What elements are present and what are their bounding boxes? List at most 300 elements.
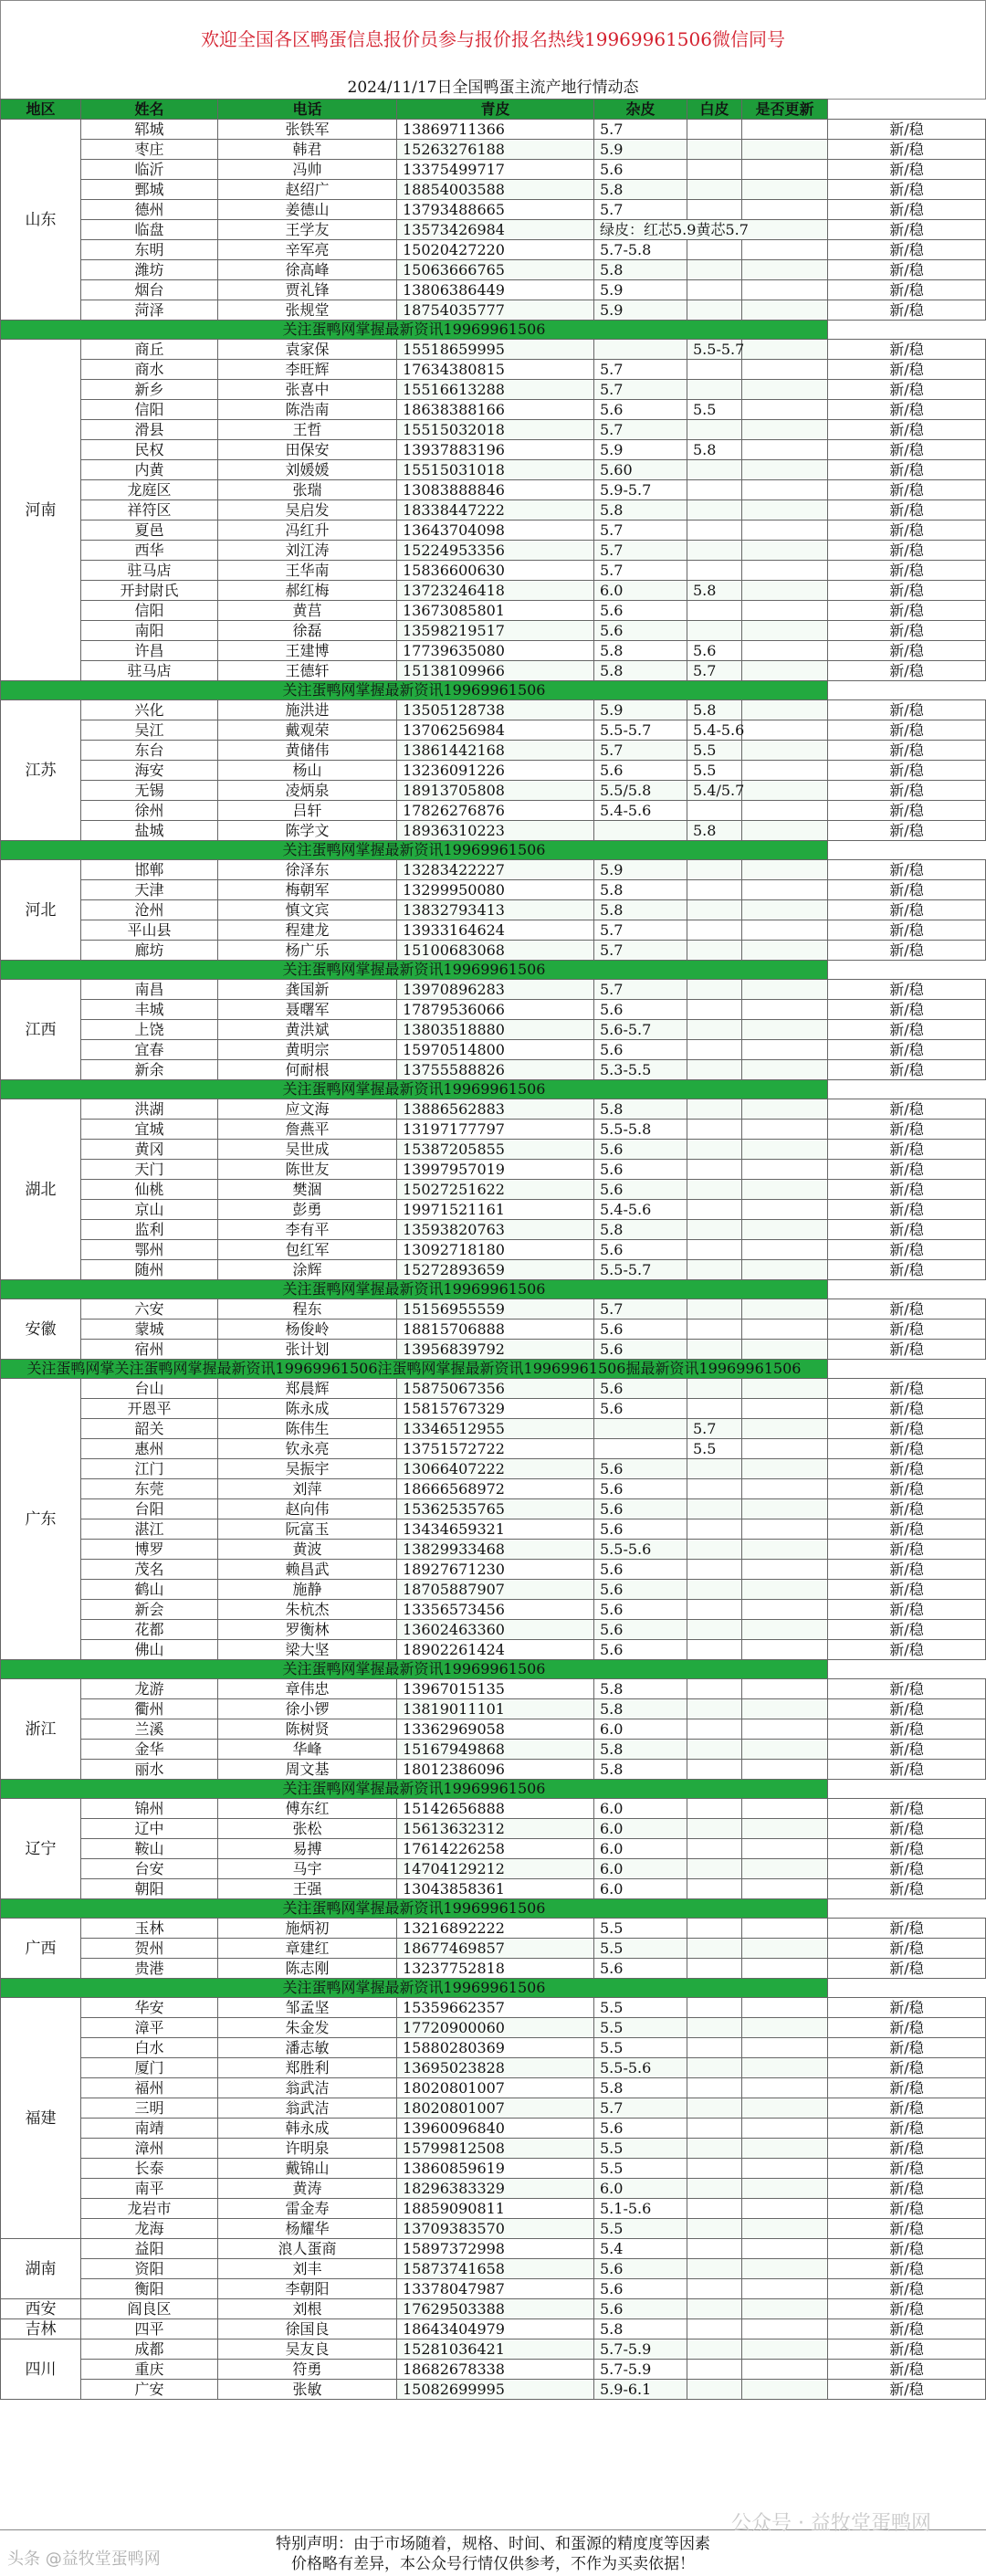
mixed-cell: 5.5 bbox=[687, 761, 742, 781]
phone-cell: 15020427220 bbox=[397, 240, 594, 260]
green-cell: 5.7-5.9 bbox=[594, 2339, 687, 2360]
mixed-cell bbox=[687, 2279, 742, 2299]
header-region: 地区 bbox=[1, 100, 81, 120]
updated-cell: 新/稳 bbox=[828, 1040, 986, 1060]
name-cell: 施炳初 bbox=[218, 1919, 397, 1939]
mixed-cell bbox=[687, 500, 742, 520]
white-cell bbox=[742, 1439, 828, 1459]
white-cell bbox=[742, 621, 828, 641]
updated-cell: 新/稳 bbox=[828, 720, 986, 741]
mixed-cell bbox=[687, 1160, 742, 1180]
green-cell: 6.0 bbox=[594, 2179, 687, 2199]
white-cell bbox=[742, 1220, 828, 1240]
green-cell: 5.6 bbox=[594, 761, 687, 781]
phone-cell: 13937883196 bbox=[397, 440, 594, 460]
white-cell bbox=[742, 2380, 828, 2400]
phone-cell: 13237752818 bbox=[397, 1959, 594, 1979]
ad-row bbox=[1, 321, 986, 340]
updated-cell: 新/稳 bbox=[828, 1200, 986, 1220]
name-cell: 刘萍 bbox=[218, 1479, 397, 1499]
updated-cell: 新/稳 bbox=[828, 1459, 986, 1479]
phone-cell: 13819011101 bbox=[397, 1699, 594, 1719]
updated-cell: 新/稳 bbox=[828, 420, 986, 440]
city-cell: 新会 bbox=[81, 1600, 218, 1620]
green-cell: 5.7 bbox=[594, 2098, 687, 2119]
green-cell: 5.7 bbox=[594, 920, 687, 941]
white-cell bbox=[742, 661, 828, 681]
green-cell: 5.6 bbox=[594, 160, 687, 180]
white-cell bbox=[742, 2098, 828, 2119]
green-cell: 5.6 bbox=[594, 601, 687, 621]
mixed-cell: 5.5 bbox=[687, 400, 742, 420]
table-row bbox=[1, 480, 986, 500]
city-cell: 邯郸 bbox=[81, 860, 218, 880]
table-row bbox=[1, 2219, 986, 2239]
phone-cell: 18859090811 bbox=[397, 2199, 594, 2219]
green-cell bbox=[594, 821, 687, 841]
table-row bbox=[1, 2038, 986, 2058]
green-cell: 5.6 bbox=[594, 1560, 687, 1580]
ad-row bbox=[1, 1360, 986, 1379]
ad-row bbox=[1, 1660, 986, 1679]
table-row bbox=[1, 1959, 986, 1979]
city-cell: 四平 bbox=[81, 2319, 218, 2339]
city-cell: 南阳 bbox=[81, 621, 218, 641]
white-cell bbox=[742, 1299, 828, 1320]
white-cell bbox=[742, 2360, 828, 2380]
updated-cell: 新/稳 bbox=[828, 700, 986, 720]
white-cell bbox=[742, 1819, 828, 1839]
updated-cell: 新/稳 bbox=[828, 2199, 986, 2219]
name-cell: 徐小锣 bbox=[218, 1699, 397, 1719]
phone-cell: 15815767329 bbox=[397, 1399, 594, 1419]
white-cell bbox=[742, 1000, 828, 1020]
white-cell bbox=[742, 2319, 828, 2339]
white-cell bbox=[742, 140, 828, 160]
table-row bbox=[1, 880, 986, 900]
table-row bbox=[1, 2279, 986, 2299]
white-cell bbox=[742, 1340, 828, 1360]
table-row bbox=[1, 661, 986, 681]
green-cell: 5.5 bbox=[594, 2038, 687, 2058]
white-cell bbox=[742, 1399, 828, 1419]
table-row bbox=[1, 1299, 986, 1320]
phone-cell: 15516613288 bbox=[397, 380, 594, 400]
table-row bbox=[1, 1340, 986, 1360]
phone-cell: 13602463360 bbox=[397, 1620, 594, 1640]
name-cell: 吕轩 bbox=[218, 801, 397, 821]
updated-cell: 新/稳 bbox=[828, 1180, 986, 1200]
province-cell: 安徽 bbox=[1, 1299, 81, 1360]
updated-cell: 新/稳 bbox=[828, 1620, 986, 1640]
city-cell: 南平 bbox=[81, 2179, 218, 2199]
white-cell bbox=[742, 1020, 828, 1040]
white-cell bbox=[742, 561, 828, 581]
green-cell: 5.8 bbox=[594, 641, 687, 661]
updated-cell: 新/稳 bbox=[828, 1099, 986, 1120]
table-row bbox=[1, 1099, 986, 1120]
mixed-cell bbox=[687, 621, 742, 641]
name-cell: 罗衡林 bbox=[218, 1620, 397, 1640]
updated-cell: 新/稳 bbox=[828, 1819, 986, 1839]
table-row bbox=[1, 2179, 986, 2199]
green-cell: 6.0 bbox=[594, 581, 687, 601]
name-cell: 施洪进 bbox=[218, 700, 397, 720]
mixed-cell bbox=[687, 1340, 742, 1360]
white-cell bbox=[742, 1140, 828, 1160]
green-cell: 5.6 bbox=[594, 2119, 687, 2139]
name-cell: 邹孟坚 bbox=[218, 1998, 397, 2018]
white-cell bbox=[742, 2139, 828, 2159]
name-cell: 陈学文 bbox=[218, 821, 397, 841]
name-cell: 徐国良 bbox=[218, 2319, 397, 2339]
name-cell: 王哲 bbox=[218, 420, 397, 440]
mixed-cell: 5.7 bbox=[687, 661, 742, 681]
white-cell bbox=[742, 400, 828, 420]
green-cell: 6.0 bbox=[594, 1839, 687, 1859]
green-cell: 5.6 bbox=[594, 1640, 687, 1660]
province-cell: 吉林 bbox=[1, 2319, 81, 2339]
white-cell bbox=[742, 1499, 828, 1519]
updated-cell: 新/稳 bbox=[828, 460, 986, 480]
table-row bbox=[1, 1740, 986, 1760]
white-cell bbox=[742, 641, 828, 661]
updated-cell: 新/稳 bbox=[828, 1560, 986, 1580]
name-cell: 慎文宾 bbox=[218, 900, 397, 920]
table-row bbox=[1, 2360, 986, 2380]
city-cell: 三明 bbox=[81, 2098, 218, 2119]
white-cell bbox=[742, 1600, 828, 1620]
table-row bbox=[1, 260, 986, 280]
table-row bbox=[1, 761, 986, 781]
updated-cell: 新/稳 bbox=[828, 2179, 986, 2199]
city-cell: 佛山 bbox=[81, 1640, 218, 1660]
updated-cell: 新/稳 bbox=[828, 561, 986, 581]
table-row bbox=[1, 980, 986, 1000]
white-cell bbox=[742, 581, 828, 601]
mixed-cell bbox=[687, 180, 742, 200]
mixed-cell bbox=[687, 2078, 742, 2098]
white-cell bbox=[742, 1560, 828, 1580]
name-cell: 翁武洁 bbox=[218, 2078, 397, 2098]
name-cell: 王学友 bbox=[218, 220, 397, 240]
table-row bbox=[1, 2299, 986, 2319]
table-row bbox=[1, 1859, 986, 1879]
city-cell: 洪湖 bbox=[81, 1099, 218, 1120]
phone-cell: 18936310223 bbox=[397, 821, 594, 841]
name-cell: 张敏 bbox=[218, 2380, 397, 2400]
updated-cell: 新/稳 bbox=[828, 280, 986, 300]
table-row bbox=[1, 2078, 986, 2098]
mixed-cell: 5.8 bbox=[687, 700, 742, 720]
city-cell: 花都 bbox=[81, 1620, 218, 1640]
city-cell: 台安 bbox=[81, 1859, 218, 1879]
white-cell bbox=[742, 920, 828, 941]
name-cell: 姜德山 bbox=[218, 200, 397, 220]
white-cell bbox=[742, 2299, 828, 2319]
table-row bbox=[1, 1399, 986, 1419]
mixed-cell bbox=[687, 1740, 742, 1760]
mixed-cell bbox=[687, 2058, 742, 2078]
name-cell: 戴锦山 bbox=[218, 2159, 397, 2179]
phone-cell: 13803518880 bbox=[397, 1020, 594, 1040]
green-cell: 5.3-5.5 bbox=[594, 1060, 687, 1080]
updated-cell: 新/稳 bbox=[828, 880, 986, 900]
city-cell: 天门 bbox=[81, 1160, 218, 1180]
updated-cell: 新/稳 bbox=[828, 140, 986, 160]
white-cell bbox=[742, 1640, 828, 1660]
name-cell: 周文基 bbox=[218, 1760, 397, 1780]
name-cell: 田保安 bbox=[218, 440, 397, 460]
mixed-cell bbox=[687, 1399, 742, 1419]
name-cell: 朱金发 bbox=[218, 2018, 397, 2038]
updated-cell: 新/稳 bbox=[828, 1839, 986, 1859]
white-cell bbox=[742, 2058, 828, 2078]
table-row bbox=[1, 1000, 986, 1020]
green-cell: 5.6 bbox=[594, 1040, 687, 1060]
city-cell: 湛江 bbox=[81, 1519, 218, 1540]
white-cell bbox=[742, 2179, 828, 2199]
updated-cell: 新/稳 bbox=[828, 2239, 986, 2259]
page-title: 2024/11/17日全国鸭蛋主流产地行情动态 bbox=[0, 77, 986, 100]
city-cell: 丰城 bbox=[81, 1000, 218, 1020]
mixed-cell: 5.4-5.6 bbox=[687, 720, 742, 741]
table-row bbox=[1, 1839, 986, 1859]
green-cell: 5.6 bbox=[594, 1379, 687, 1399]
phone-cell: 13860859619 bbox=[397, 2159, 594, 2179]
city-cell: 鞍山 bbox=[81, 1839, 218, 1859]
name-cell: 阮富玉 bbox=[218, 1519, 397, 1540]
white-cell bbox=[742, 460, 828, 480]
city-cell: 临沂 bbox=[81, 160, 218, 180]
green-cell: 5.7 bbox=[594, 980, 687, 1000]
table-row bbox=[1, 1020, 986, 1040]
updated-cell: 新/稳 bbox=[828, 500, 986, 520]
white-cell bbox=[742, 120, 828, 140]
white-cell bbox=[742, 1740, 828, 1760]
phone-cell: 15082699995 bbox=[397, 2380, 594, 2400]
phone-cell: 18677469857 bbox=[397, 1939, 594, 1959]
green-cell: 5.6 bbox=[594, 400, 687, 420]
phone-cell: 18682678338 bbox=[397, 2360, 594, 2380]
name-cell: 施静 bbox=[218, 1580, 397, 1600]
city-cell: 仙桃 bbox=[81, 1180, 218, 1200]
ad-text: 关注蛋鸭网掌握最新资讯19969961506 bbox=[1, 1899, 828, 1919]
updated-cell: 新/稳 bbox=[828, 1379, 986, 1399]
header-name: 姓名 bbox=[81, 100, 218, 120]
phone-cell: 17634380815 bbox=[397, 360, 594, 380]
white-cell bbox=[742, 601, 828, 621]
updated-cell: 新/稳 bbox=[828, 641, 986, 661]
mixed-cell bbox=[687, 2179, 742, 2199]
name-cell: 陈伟生 bbox=[218, 1419, 397, 1439]
header-phone: 电话 bbox=[218, 100, 397, 120]
white-cell bbox=[742, 2219, 828, 2239]
city-cell: 龙游 bbox=[81, 1679, 218, 1699]
name-cell: 辛军亮 bbox=[218, 240, 397, 260]
table-row bbox=[1, 1560, 986, 1580]
updated-cell: 新/稳 bbox=[828, 1499, 986, 1519]
ad-row bbox=[1, 1979, 986, 1998]
phone-cell: 15167949868 bbox=[397, 1740, 594, 1760]
name-cell: 贾礼锋 bbox=[218, 280, 397, 300]
green-cell: 5.7 bbox=[594, 541, 687, 561]
updated-cell: 新/稳 bbox=[828, 2219, 986, 2239]
updated-cell: 新/稳 bbox=[828, 1519, 986, 1540]
ad-text: 关注蛋鸭网掌握最新资讯19969961506 bbox=[1, 681, 828, 700]
phone-cell: 18338447222 bbox=[397, 500, 594, 520]
name-cell: 陈树贤 bbox=[218, 1719, 397, 1740]
white-cell bbox=[742, 340, 828, 360]
white-cell bbox=[742, 160, 828, 180]
mixed-cell bbox=[687, 1839, 742, 1859]
mixed-cell bbox=[687, 900, 742, 920]
phone-cell: 13806386449 bbox=[397, 280, 594, 300]
name-cell: 张铁军 bbox=[218, 120, 397, 140]
mixed-cell bbox=[687, 920, 742, 941]
name-cell: 翁武洁 bbox=[218, 2098, 397, 2119]
mixed-cell bbox=[687, 2339, 742, 2360]
name-cell: 浪人蛋商 bbox=[218, 2239, 397, 2259]
name-cell: 赵向伟 bbox=[218, 1499, 397, 1519]
phone-cell: 14704129212 bbox=[397, 1859, 594, 1879]
green-cell: 5.5-5.6 bbox=[594, 2058, 687, 2078]
name-cell: 赵绍广 bbox=[218, 180, 397, 200]
city-cell: 漳州 bbox=[81, 2139, 218, 2159]
updated-cell: 新/稳 bbox=[828, 1540, 986, 1560]
phone-cell: 18012386096 bbox=[397, 1760, 594, 1780]
city-cell: 长泰 bbox=[81, 2159, 218, 2179]
phone-cell: 15156955559 bbox=[397, 1299, 594, 1320]
name-cell: 刘丰 bbox=[218, 2259, 397, 2279]
phone-cell: 15875067356 bbox=[397, 1379, 594, 1399]
phone-cell: 15897372998 bbox=[397, 2239, 594, 2259]
mixed-cell bbox=[687, 140, 742, 160]
ad-text: 关注蛋鸭网掌握最新资讯19969961506 bbox=[1, 1080, 828, 1099]
table-row bbox=[1, 180, 986, 200]
name-cell: 徐泽东 bbox=[218, 860, 397, 880]
green-cell: 5.5-5.6 bbox=[594, 1540, 687, 1560]
phone-cell: 18854003588 bbox=[397, 180, 594, 200]
green-cell: 5.9 bbox=[594, 440, 687, 460]
phone-cell: 15224953356 bbox=[397, 541, 594, 561]
name-cell: 陈世友 bbox=[218, 1160, 397, 1180]
updated-cell: 新/稳 bbox=[828, 360, 986, 380]
mixed-cell bbox=[687, 1040, 742, 1060]
phone-cell: 15518659995 bbox=[397, 340, 594, 360]
province-cell: 四川 bbox=[1, 2339, 81, 2400]
green-cell: 5.5 bbox=[594, 2159, 687, 2179]
white-cell bbox=[742, 1320, 828, 1340]
white-cell bbox=[742, 1040, 828, 1060]
updated-cell: 新/稳 bbox=[828, 541, 986, 561]
mixed-cell: 5.8 bbox=[687, 581, 742, 601]
updated-cell: 新/稳 bbox=[828, 761, 986, 781]
footer bbox=[0, 2529, 986, 2576]
updated-cell: 新/稳 bbox=[828, 1679, 986, 1699]
green-cell: 5.9-6.1 bbox=[594, 2380, 687, 2400]
city-cell: 广安 bbox=[81, 2380, 218, 2400]
white-cell bbox=[742, 180, 828, 200]
table-row bbox=[1, 541, 986, 561]
table-row bbox=[1, 1200, 986, 1220]
ad-row bbox=[1, 1780, 986, 1799]
green-cell: 5.6 bbox=[594, 1479, 687, 1499]
name-cell: 凌炳泉 bbox=[218, 781, 397, 801]
mixed-cell: 5.5-5.7 bbox=[687, 340, 742, 360]
name-cell: 刘根 bbox=[218, 2299, 397, 2319]
name-cell: 程建龙 bbox=[218, 920, 397, 941]
name-cell: 刘媛媛 bbox=[218, 460, 397, 480]
province-cell: 江西 bbox=[1, 980, 81, 1080]
phone-cell: 17614226258 bbox=[397, 1839, 594, 1859]
mixed-cell: 5.5 bbox=[687, 1439, 742, 1459]
mixed-cell bbox=[687, 1099, 742, 1120]
updated-cell: 新/稳 bbox=[828, 300, 986, 321]
mixed-cell bbox=[687, 880, 742, 900]
green-cell: 5.5-5.7 bbox=[594, 720, 687, 741]
ad-text: 关注蛋鸭网掌握最新资讯19969961506 bbox=[1, 1979, 828, 1998]
phone-cell: 13197177797 bbox=[397, 1120, 594, 1140]
mixed-cell bbox=[687, 801, 742, 821]
mixed-cell bbox=[687, 1499, 742, 1519]
green-cell: 5.6 bbox=[594, 1399, 687, 1419]
mixed-cell bbox=[687, 1620, 742, 1640]
mixed-cell bbox=[687, 1699, 742, 1719]
table-row bbox=[1, 1060, 986, 1080]
green-cell: 5.8 bbox=[594, 260, 687, 280]
table-row bbox=[1, 2319, 986, 2339]
phone-cell: 15142656888 bbox=[397, 1799, 594, 1819]
updated-cell: 新/稳 bbox=[828, 440, 986, 460]
mixed-cell bbox=[687, 360, 742, 380]
city-cell: 祥符区 bbox=[81, 500, 218, 520]
city-cell: 华安 bbox=[81, 1998, 218, 2018]
green-cell: 5.8 bbox=[594, 1760, 687, 1780]
white-cell bbox=[742, 1479, 828, 1499]
table-row bbox=[1, 941, 986, 961]
table-row bbox=[1, 240, 986, 260]
city-cell: 漳平 bbox=[81, 2018, 218, 2038]
header-green: 青皮 bbox=[397, 100, 594, 120]
mixed-cell bbox=[687, 1020, 742, 1040]
green-cell: 5.8 bbox=[594, 1679, 687, 1699]
green-cell: 5.4-5.6 bbox=[594, 801, 687, 821]
phone-cell: 18020801007 bbox=[397, 2078, 594, 2098]
white-cell bbox=[742, 2279, 828, 2299]
city-cell: 重庆 bbox=[81, 2360, 218, 2380]
city-cell: 黄冈 bbox=[81, 1140, 218, 1160]
table-row bbox=[1, 1799, 986, 1819]
green-cell: 5.9 bbox=[594, 300, 687, 321]
name-cell: 樊涸 bbox=[218, 1180, 397, 1200]
white-cell bbox=[742, 200, 828, 220]
banner-text: 欢迎全国各区鸭蛋信息报价员参与报价报名热线19969961506微信同号 bbox=[201, 28, 785, 50]
city-cell: 驻马店 bbox=[81, 661, 218, 681]
table-row bbox=[1, 380, 986, 400]
name-cell: 黄莒 bbox=[218, 601, 397, 621]
table-row bbox=[1, 300, 986, 321]
phone-cell: 15515032018 bbox=[397, 420, 594, 440]
name-cell: 杨耀华 bbox=[218, 2219, 397, 2239]
green-cell: 5.5 bbox=[594, 1939, 687, 1959]
white-cell bbox=[742, 440, 828, 460]
green-cell: 5.5 bbox=[594, 1998, 687, 2018]
phone-cell: 13505128738 bbox=[397, 700, 594, 720]
updated-cell: 新/稳 bbox=[828, 1879, 986, 1899]
updated-cell: 新/稳 bbox=[828, 340, 986, 360]
name-cell: 彭勇 bbox=[218, 1200, 397, 1220]
